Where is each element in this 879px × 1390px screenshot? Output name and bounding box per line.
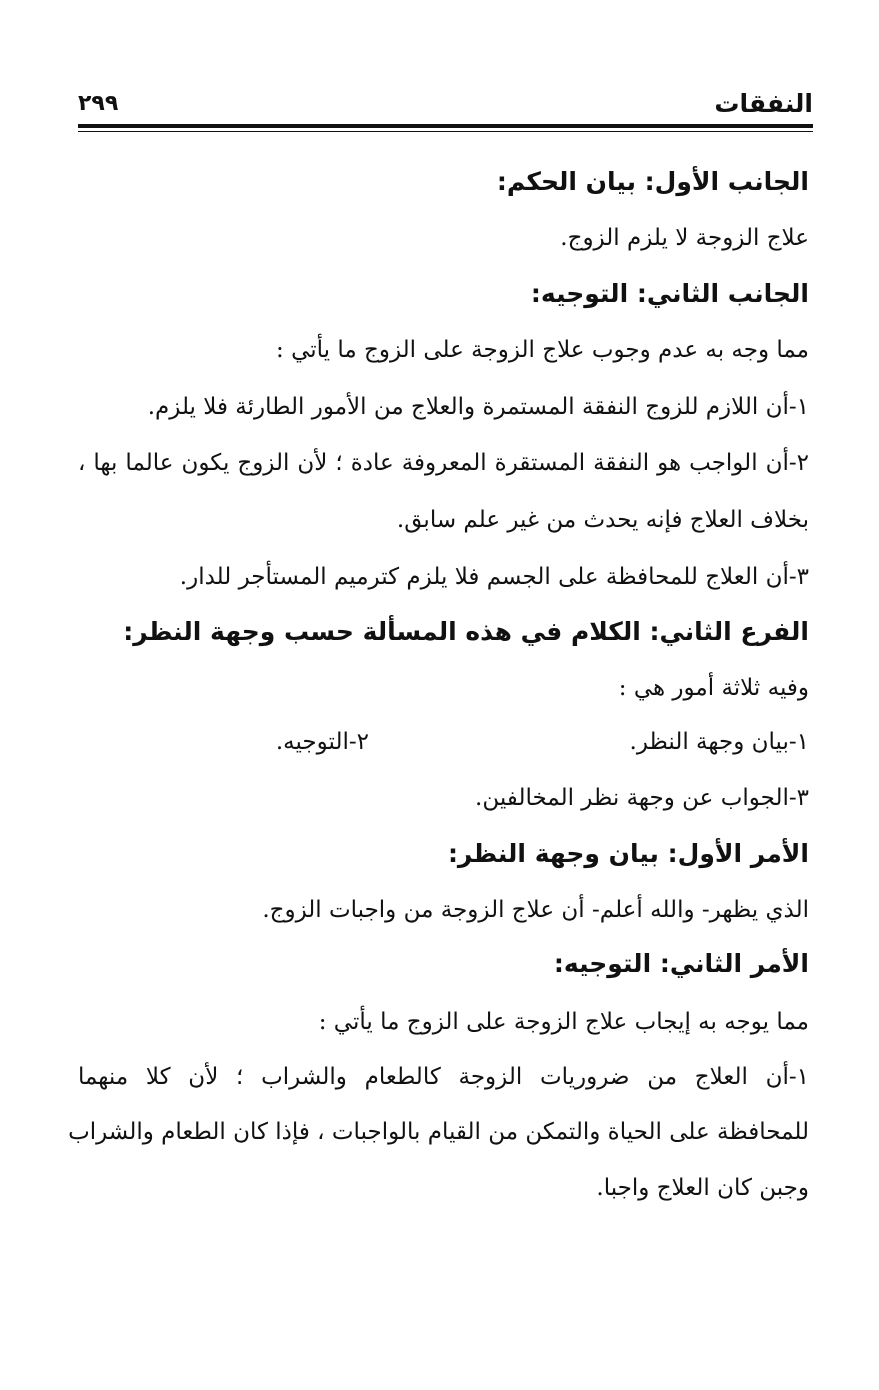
section-heading: الأمر الأول: بيان وجهة النظر:: [447, 839, 809, 868]
list-item: ١-بيان وجهة النظر.: [629, 729, 809, 755]
header-rule-thin: [78, 131, 813, 132]
list-item: ٣-أن العلاج للمحافظة على الجسم فلا يلزم كترميم المستأجر للدار.: [179, 564, 809, 590]
list-item: ٢-التوجيه.: [275, 729, 369, 755]
section-heading: الجانب الثاني: التوجيه:: [530, 279, 809, 308]
paragraph-line: مما يوجه به إيجاب علاج الزوجة على الزوج ما يأتي :: [318, 1009, 809, 1035]
list-item: ٢-أن الواجب هو النفقة المستقرة المعروفة عادة ؛ لأن الزوج يكون عالما بها ،: [78, 450, 809, 476]
two-column-list-row: [70, 722, 809, 762]
paragraph-line: علاج الزوجة لا يلزم الزوج.: [560, 225, 809, 251]
list-item-continuation: بخلاف العلاج فإنه يحدث من غير علم سابق.: [396, 507, 809, 533]
running-header: [78, 86, 813, 122]
branch-heading: الفرع الثاني: الكلام في هذه المسألة حسب وجهة النظر:: [123, 617, 809, 646]
paragraph-line: وفيه ثلاثة أمور هي :: [618, 675, 809, 701]
list-item: ٣-الجواب عن وجهة نظر المخالفين.: [475, 785, 809, 811]
header-rule-thick: [78, 124, 813, 128]
list-item: ١-أن العلاج من ضروريات الزوجة كالطعام والشراب ؛ لأن كلا منهما: [78, 1064, 809, 1090]
paragraph-line: مما وجه به عدم وجوب علاج الزوجة على الزوج ما يأتي :: [276, 337, 809, 363]
section-heading: الجانب الأول: بيان الحكم:: [496, 167, 809, 196]
chapter-title: النفقات: [714, 89, 813, 118]
paragraph-line: الذي يظهر- والله أعلم- أن علاج الزوجة من واجبات الزوج.: [262, 897, 809, 923]
list-item-continuation: للمحافظة على الحياة والتمكن من القيام بالواجبات ، فإذا كان الطعام والشراب: [68, 1119, 809, 1145]
list-item: ١-أن اللازم للزوج النفقة المستمرة والعلاج من الأمور الطارئة فلا يلزم.: [147, 394, 809, 420]
page-number: ٢٩٩: [78, 91, 119, 116]
list-item-continuation: وجبن كان العلاج واجبا.: [596, 1175, 809, 1201]
section-heading: الأمر الثاني: التوجيه:: [553, 949, 809, 978]
